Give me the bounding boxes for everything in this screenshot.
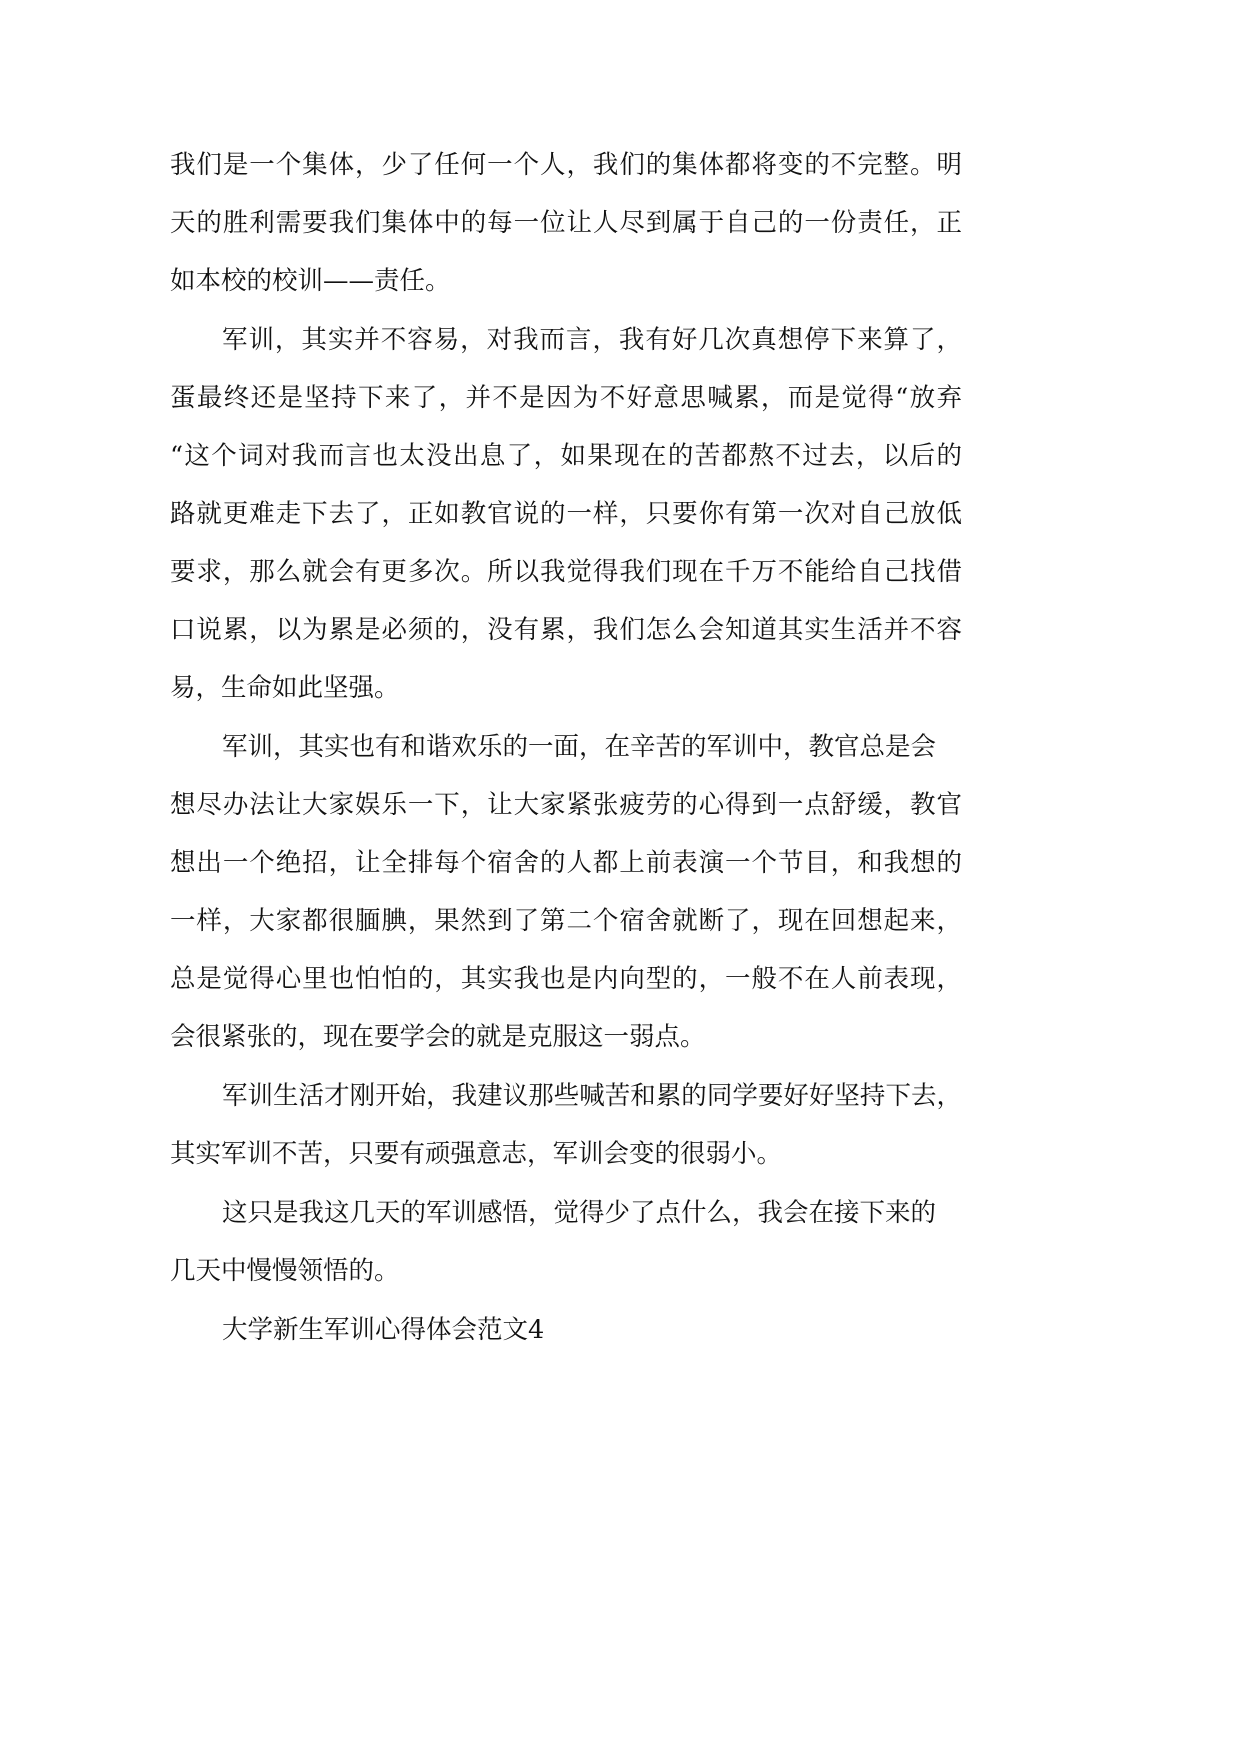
paragraph-line: 几天中慢慢领悟的。 xyxy=(170,1256,400,1286)
section-heading: 大学新生军训心得体会范文4 xyxy=(222,1315,545,1345)
paragraph-3 xyxy=(170,718,962,1066)
paragraph-2 xyxy=(170,311,962,717)
paragraph-line: 要求，那么就会有更多次。所以我觉得我们现在千万不能给自己找借 xyxy=(170,557,962,587)
document-body xyxy=(170,136,962,1360)
paragraph-line: 其实军训不苦，只要有顽强意志，军训会变的很弱小。 xyxy=(170,1139,783,1169)
paragraph-4 xyxy=(170,1067,962,1183)
paragraph-line: 这只是我这几天的军训感悟，觉得少了点什么，我会在接下来的 xyxy=(222,1198,937,1228)
paragraph-line: 军训生活才刚开始，我建议那些喊苦和累的同学要好好坚持下去， xyxy=(222,1081,962,1111)
paragraph-line: 总是觉得心里也怕怕的，其实我也是内向型的，一般不在人前表现， xyxy=(170,964,962,994)
paragraph-1 xyxy=(170,136,962,310)
paragraph-line: 军训，其实也有和谐欢乐的一面，在辛苦的军训中，教官总是会 xyxy=(222,732,937,762)
paragraph-line: 口说累，以为累是必须的，没有累，我们怎么会知道其实生活并不容 xyxy=(170,615,962,645)
paragraph-line: 易，生命如此坚强。 xyxy=(170,673,400,703)
paragraph-line: 一样，大家都很腼腆，果然到了第二个宿舍就断了，现在回想起来， xyxy=(170,906,962,936)
paragraph-5 xyxy=(170,1184,962,1300)
paragraph-line: 蛋最终还是坚持下来了，并不是因为不好意思喊累，而是觉得“放弃 xyxy=(170,383,962,413)
paragraph-line: 军训，其实并不容易，对我而言，我有好几次真想停下来算了， xyxy=(222,325,962,355)
paragraph-line: 如本校的校训——责任。 xyxy=(170,266,451,296)
paragraph-line: 想尽办法让大家娱乐一下，让大家紧张疲劳的心得到一点舒缓，教官 xyxy=(170,790,962,820)
paragraph-line: 想出一个绝招，让全排每个宿舍的人都上前表演一个节目，和我想的 xyxy=(170,848,962,878)
paragraph-line: 天的胜利需要我们集体中的每一位让人尽到属于自己的一份责任，正 xyxy=(170,208,962,238)
paragraph-line: 会很紧张的，现在要学会的就是克服这一弱点。 xyxy=(170,1022,706,1052)
section-heading-block xyxy=(170,1301,962,1359)
paragraph-line: 我们是一个集体，少了任何一个人，我们的集体都将变的不完整。明 xyxy=(170,150,962,180)
paragraph-line: “这个词对我而言也太没出息了，如果现在的苦都熬不过去，以后的 xyxy=(170,441,962,471)
paragraph-line: 路就更难走下去了，正如教官说的一样，只要你有第一次对自己放低 xyxy=(170,499,962,529)
